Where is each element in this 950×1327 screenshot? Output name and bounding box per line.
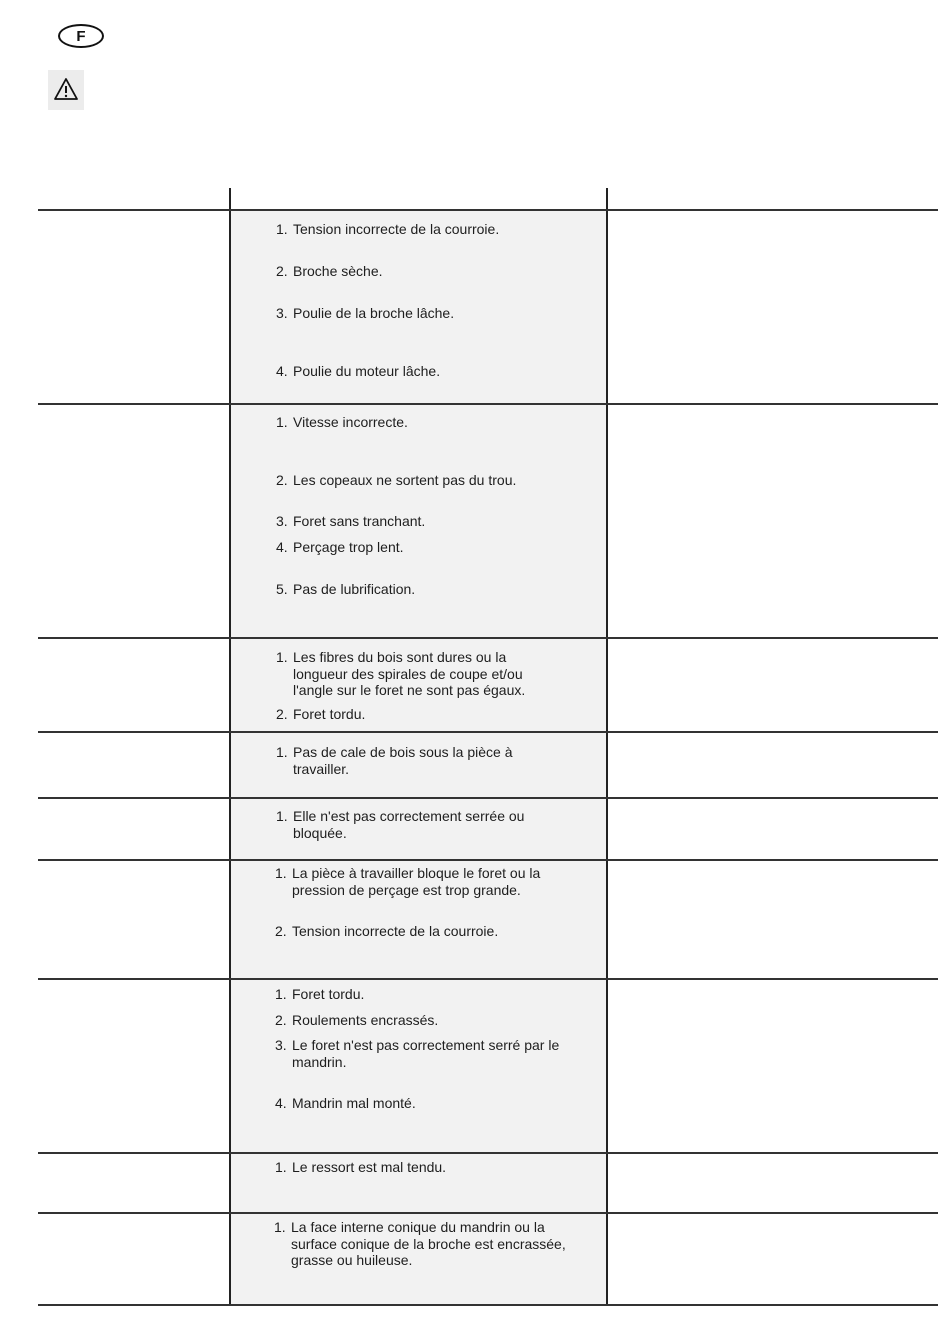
cause-item: 4. Perçage trop lent.	[276, 539, 404, 555]
cause-item: 5. Pas de lubrification.	[276, 581, 416, 597]
row-divider	[38, 978, 938, 980]
cause-item: 3. Foret sans tranchant.	[276, 513, 426, 529]
row-divider	[38, 637, 938, 639]
cause-item: 3. Poulie de la broche lâche.	[276, 305, 455, 321]
cause-item: 2. Roulements encrassés.	[275, 1012, 439, 1028]
row-divider	[38, 403, 938, 405]
cause-item: 1. La face interne conique du mandrin ou la surface conique de la broche est encrassée, grasse ou huileuse.	[274, 1219, 566, 1268]
row-divider	[38, 1212, 938, 1214]
row-divider	[38, 859, 938, 861]
row-divider	[38, 209, 938, 211]
row-divider	[38, 731, 938, 733]
row-divider	[38, 1152, 938, 1154]
cause-item: 1. Vitesse incorrecte.	[276, 414, 408, 430]
cause-item: 1. Les fibres du bois sont dures ou la longueur des spirales de coupe et/ou l'angle sur le foret ne sont pas égaux.	[276, 649, 526, 698]
row-divider	[38, 1304, 938, 1306]
cause-item: 4. Mandrin mal monté.	[275, 1095, 416, 1111]
warning-triangle-icon	[48, 70, 84, 110]
cause-item: 1. La pièce à travailler bloque le foret ou la pression de perçage est trop grande.	[275, 865, 541, 898]
column-divider-right	[606, 188, 608, 1305]
warning-triangle-glyph	[53, 77, 79, 101]
cause-item: 1. Foret tordu.	[275, 986, 365, 1002]
row-divider	[38, 797, 938, 799]
cause-item: 1. Tension incorrecte de la courroie.	[276, 221, 500, 237]
cause-item: 4. Poulie du moteur lâche.	[276, 363, 441, 379]
cause-item: 2. Les copeaux ne sortent pas du trou.	[276, 472, 517, 488]
cause-item: 2. Foret tordu.	[276, 706, 366, 722]
cause-item: 3. Le foret n'est pas correctement serré par le mandrin.	[275, 1037, 560, 1070]
cause-item: 1. Elle n'est pas correctement serrée ou bloquée.	[276, 808, 525, 841]
cause-item: 2. Broche sèche.	[276, 263, 383, 279]
cause-item: 1. Pas de cale de bois sous la pièce à travailler.	[276, 744, 513, 777]
language-badge: F	[58, 24, 104, 48]
cause-item: 2. Tension incorrecte de la courroie.	[275, 923, 499, 939]
cause-item: 1. Le ressort est mal tendu.	[275, 1159, 447, 1175]
column-divider-left	[229, 188, 231, 1305]
